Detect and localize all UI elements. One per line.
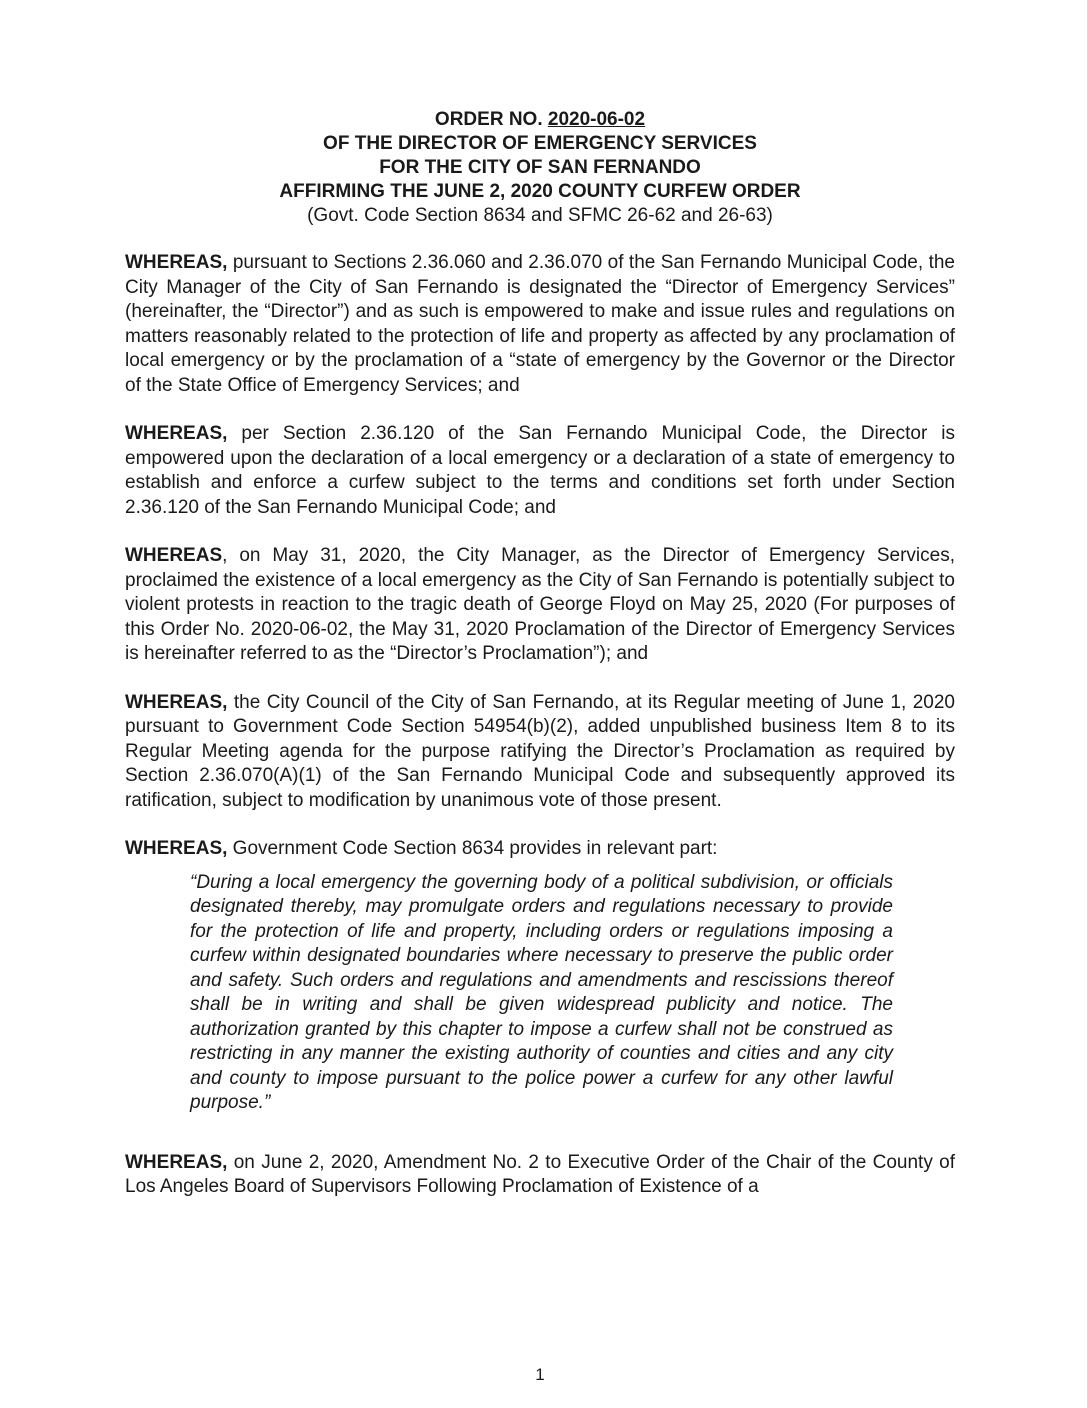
header-line-director: OF THE DIRECTOR OF EMERGENCY SERVICES bbox=[323, 133, 757, 154]
order-header bbox=[125, 108, 955, 228]
document-page bbox=[125, 108, 955, 1200]
whereas-lead: WHEREAS, bbox=[125, 1151, 228, 1173]
whereas-lead: WHEREAS, bbox=[125, 423, 228, 444]
whereas-text: Government Code Section 8634 provides in relevant part: bbox=[227, 838, 718, 859]
whereas-paragraph-3 bbox=[125, 544, 955, 667]
whereas-paragraph-5 bbox=[125, 837, 955, 862]
whereas-paragraph-4 bbox=[125, 691, 955, 814]
page-number: 1 bbox=[535, 1365, 545, 1384]
govt-code-quote: “During a local emergency the governing body of a political subdivision, or officials designated thereby, may promulgate orders and regulations necessary to provide for the protection of life and property, including orders or regulations imposing a curfew within designated boundaries where necessary to preserve the public order and safety. Such orders and regulations and amendments and rescissions thereof shall be in writing and shall be given widespread publicity and notice. The authorization granted by this chapter to impose a curfew shall not be construed as restricting in any manner the existing authority of counties and cities and any city and county to impose pursuant to the police power a curfew for any other lawful purpose.” bbox=[190, 871, 893, 1113]
order-number-line bbox=[125, 108, 955, 132]
order-number: 2020-06-02 bbox=[547, 109, 646, 130]
header-line-citation: (Govt. Code Section 8634 and SFMC 26-62 and 26-63) bbox=[307, 205, 773, 226]
whereas-text: per Section 2.36.120 of the San Fernando Municipal Code, the Director is empowered upon the declaration of a local emergency or a declaration of a state of emergency to establish and enforce a curfew subject to the terms and conditions set forth under Section 2.36.120 of the San Fernando Municipal Code; and bbox=[125, 423, 955, 518]
header-line-city: FOR THE CITY OF SAN FERNANDO bbox=[379, 157, 701, 178]
whereas-text: pursuant to Sections 2.36.060 and 2.36.070 of the San Fernando Municipal Code, the City Manager of the City of San Fernando is designated the “Director of Emergency Services” (hereinafter, the “Director”) and as such is empowered to make and issue rules and regulations on matters reasonably related to the protection of life and property as affected by any proclamation of local emergency or by the proclamation of a “state of emergency by the Governor or the Director of the State Office of Emergency Services; and bbox=[125, 252, 955, 396]
whereas-text: the City Council of the City of San Fernando, at its Regular meeting of June 1, 2020 pursuant to Government Code Section 54954(b)(2), added unpublished business Item 8 to its Regular Meeting agenda for the purpose ratifying the Director’s Proclamation as required by Section 2.36.070(A)(1) of the San Fernando Municipal Code and subsequently approved its ratification, subject to modification by unanimous vote of those present. bbox=[125, 691, 955, 811]
whereas-lead: WHEREAS, bbox=[125, 252, 228, 273]
whereas-text: on June 2, 2020, Amendment No. 2 to Executive Order of the Chair of the County of Los Angeles Board of Supervisors Following Proclamation of Existence of a bbox=[125, 1151, 955, 1197]
whereas-text: , on May 31, 2020, the City Manager, as the Director of Emergency Services, proclaimed the existence of a local emergency as the City of San Fernando is potentially subject to violent protests in reaction to the tragic death of George Floyd on May 25, 2020 (For purposes of this Order No. 2020-06-02, the May 31, 2020 Proclamation of the Director of Emergency Services is hereinafter referred to as the “Director’s Proclamation”); and bbox=[125, 545, 955, 664]
whereas-lead: WHEREAS, bbox=[125, 691, 228, 713]
order-label: ORDER NO. bbox=[434, 109, 548, 130]
whereas-paragraph-1 bbox=[125, 251, 955, 398]
header-line-affirming: AFFIRMING THE JUNE 2, 2020 COUNTY CURFEW ORDER bbox=[279, 181, 801, 202]
whereas-paragraph-6 bbox=[125, 1151, 955, 1200]
whereas-lead: WHEREAS bbox=[125, 545, 223, 566]
whereas-paragraph-2 bbox=[125, 422, 955, 520]
whereas-lead: WHEREAS, bbox=[125, 838, 228, 859]
